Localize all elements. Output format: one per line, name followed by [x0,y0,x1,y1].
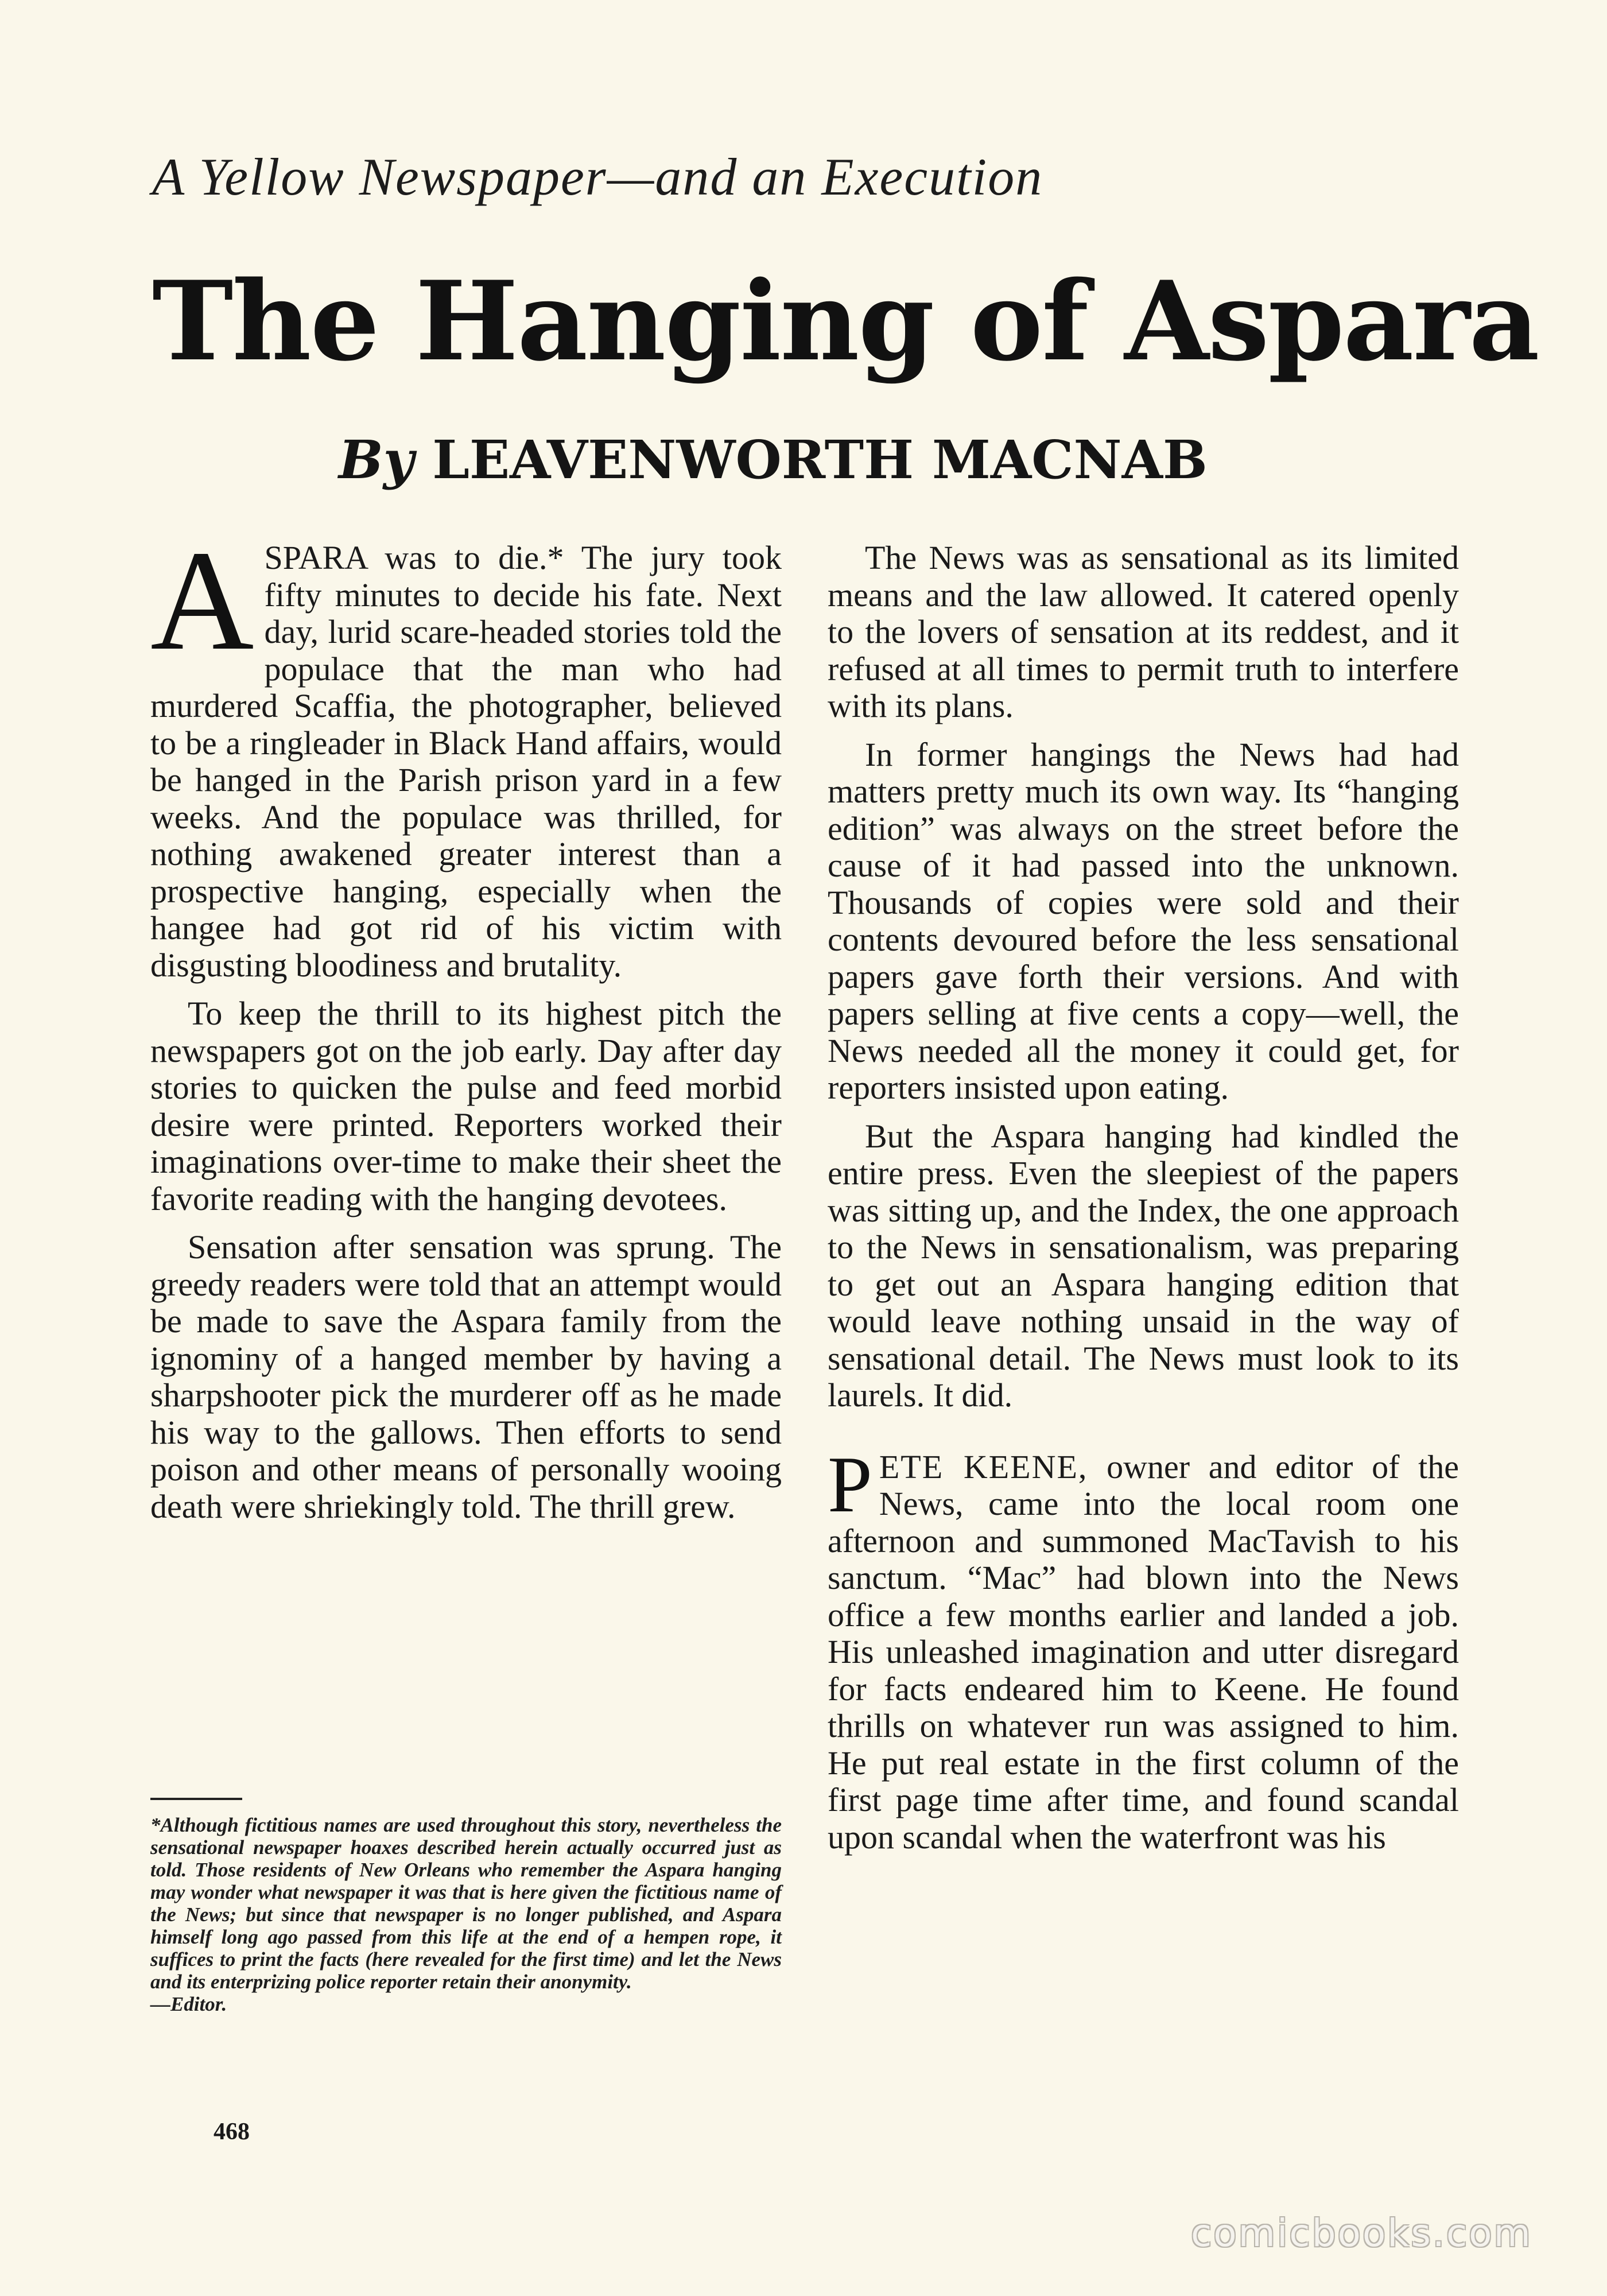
article-title: The Hanging of Aspara [152,257,1539,385]
drop-cap: A [150,521,254,680]
page-number: 468 [214,2119,250,2145]
footnote-signature: —Editor. [150,1993,227,2015]
paragraph: The News was as sensational as its limited means and the law allowed. It catered openly to the lovers of sensation at its reddest, and it refused at all times to permit truth to interfere with its plans. [828,539,1459,724]
right-column [828,540,1459,1867]
paragraph: In former hangings the News had had matters pretty much its own way. Its “hanging edition” was always on the street before the cause of it had passed into the unknown. Thousands of copies were sold and their contents devoured before the less sensational papers gave forth their versions. And with papers selling at five cents a copy—well, the News needed all the money it could get, for reporters insisted upon eating. [828,735,1459,1106]
footnote [150,1814,782,2015]
byline-by: By [339,429,414,491]
paragraph [150,521,782,984]
byline-author: LEAVENWORTH MACNAB [432,429,1208,491]
paragraph-text: owner and editor of the News, came into the local room one afternoon and summoned MacTavish to his sanctum. “Mac” had blown into the News office a few months earlier and landed a job. His unleashed imagination and utter disregard for facts endeared him to Keene. He found thrills on whatever run was assigned to him. He put real estate in the first column of the first page time after time, and found scandal upon scandal when the waterfront was his [828,1448,1459,1856]
drop-cap: P [828,1440,872,1529]
paragraph-lead-in: ETE KEENE, [879,1448,1088,1486]
footnote-divider [150,1798,242,1800]
article-kicker: A Yellow Newspaper—and an Execution [152,148,1043,206]
watermark-logo: comicbooks.com [1191,2211,1532,2255]
paragraph [828,1440,1459,1856]
paragraph-text: SPARA was to die.* The jury took fifty minutes to decide his fate. Next day, lurid scare-headed stories told the populace that the man who had murdered Scaffia, the photographer, believed to be a ringleader in Black Hand affairs, would be hanged in the Parish prison yard in a few weeks. And the populace was thrilled, for nothing awakened greater interest than a prospective hanging, especially when the hangee had got rid of his victim with disgusting bloodiness and brutality. [150,539,782,984]
footnote-text: *Although fictitious names are used throughout this story, nevertheless the sensational newspaper hoaxes described herein actually occurred just as told. Those residents of New Orleans who remember the Aspara hanging may wonder what newspaper it was that is here given the fictitious name of the News; but since that newspaper is no longer published, and Aspara himself long ago passed from this life at the end of a hempen rope, it suffices to print the facts (here revealed for the first time) and let the News and its enterprizing police reporter retain their anonymity. [150,1814,782,1993]
paragraph: But the Aspara hanging had kindled the entire press. Even the sleepiest of the papers was sitting up, and the Index, the one approach to the News in sensationalism, was preparing to get out an Aspara hanging edition that would leave nothing unsaid in the way of sensational detail. The News must look to its laurels. It did. [828,1117,1459,1414]
left-column [150,521,782,1537]
paragraph: To keep the thrill to its highest pitch the newspapers got on the job early. Day after day stories to quicken the pulse and feed morbid desire were printed. Reporters worked their imaginations over-time to make their sheet the favorite reading with the hanging devotees. [150,995,782,1217]
byline [339,429,1208,491]
paragraph: Sensation after sensation was sprung. The greedy readers were told that an attempt would be made to save the Aspara family from the ignominy of a hanged member by having a sharpshooter pick the murderer off as he made his way to the gallows. Then efforts to send poison and other means of personally wooing death were shriekingly told. The thrill grew. [150,1228,782,1525]
